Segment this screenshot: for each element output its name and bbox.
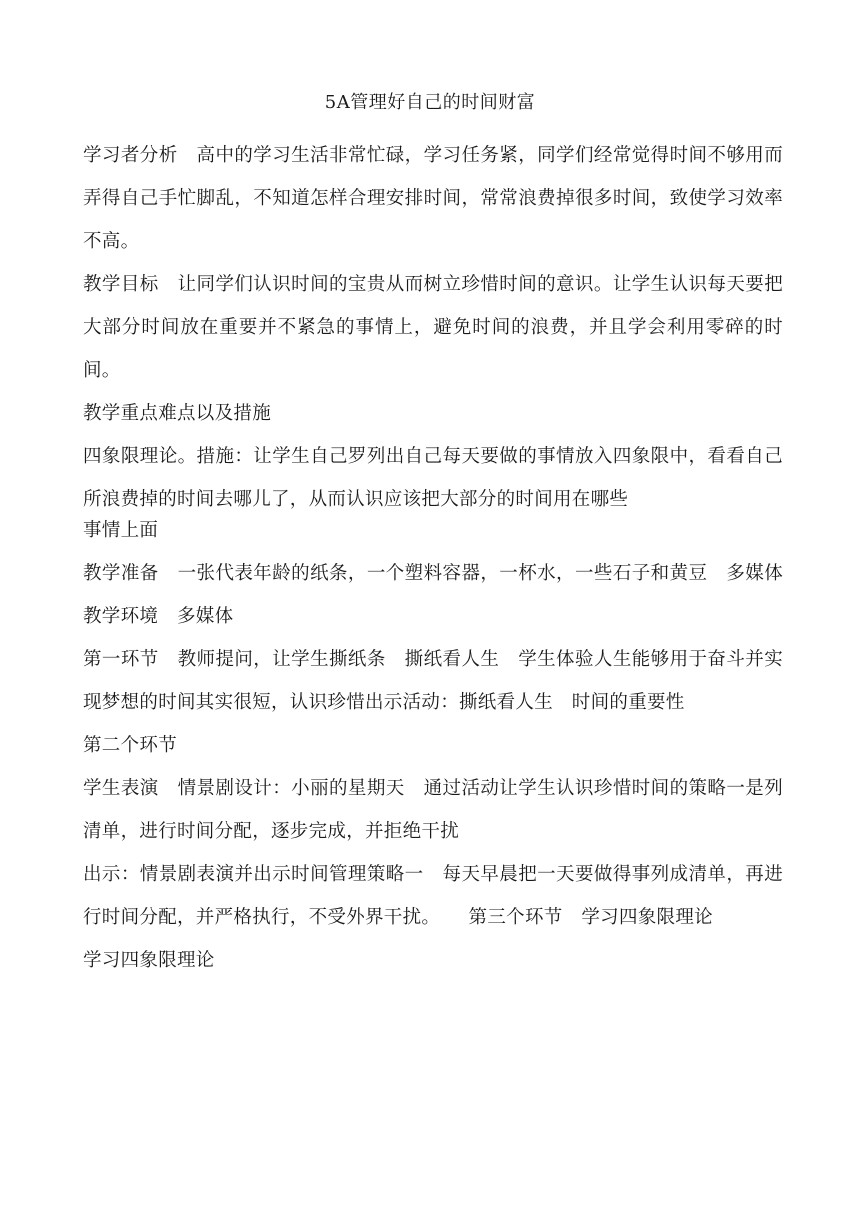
paragraph-teaching-preparation: 教学准备 一张代表年龄的纸条，一个塑料容器，一杯水，一些石子和黄豆 多媒体教学环境 多媒体 bbox=[83, 563, 783, 627]
paragraph-learn-four-quadrant: 学习四象限理论 bbox=[83, 950, 215, 971]
paragraph-student-performance: 学生表演 情景剧设计：小丽的星期天 通过活动让学生认识珍惜时间的策略一是列清单，进行时间分配，逐步完成，并拒绝干扰 bbox=[83, 778, 783, 842]
document-body bbox=[83, 134, 783, 982]
paragraph-four-quadrant-measures: 四象限理论。措施：让学生自己罗列出自己每天要做的事情放入四象限中，看看自己所浪费掉的时间去哪儿了，从而认识应该把大部分的时间用在哪些 bbox=[83, 446, 783, 510]
paragraph-key-points-heading: 教学重点难点以及措施 bbox=[83, 403, 272, 424]
paragraph-learner-analysis: 学习者分析 高中的学习生活非常忙碌，学习任务紧，同学们经常觉得时间不够用而弄得自己手忙脚乱，不知道怎样合理安排时间，常常浪费掉很多时间，致使学习效率不高。 bbox=[83, 145, 783, 252]
document-title: 5A管理好自己的时间财富 bbox=[324, 92, 536, 113]
paragraph-strategy-one: 出示：情景剧表演并出示时间管理策略一 每天早晨把一天要做得事列成清单，再进行时间分配，并严格执行，不受外界干扰。 第三个环节 学习四象限理论 bbox=[83, 864, 783, 928]
paragraph-first-section: 第一环节 教师提问，让学生撕纸条 撕纸看人生 学生体验人生能够用于奋斗并实现梦想的时间其实很短，认识珍惜出示活动：撕纸看人生 时间的重要性 bbox=[83, 649, 783, 713]
paragraph-teaching-goals: 教学目标 让同学们认识时间的宝贵从而树立珍惜时间的意识。让学生认识每天要把大部分时间放在重要并不紧急的事情上，避免时间的浪费，并且学会利用零碎的时间。 bbox=[83, 274, 783, 381]
paragraph-second-section-heading: 第二个环节 bbox=[83, 735, 178, 756]
paragraph-measures-continued: 事情上面 bbox=[83, 520, 159, 541]
